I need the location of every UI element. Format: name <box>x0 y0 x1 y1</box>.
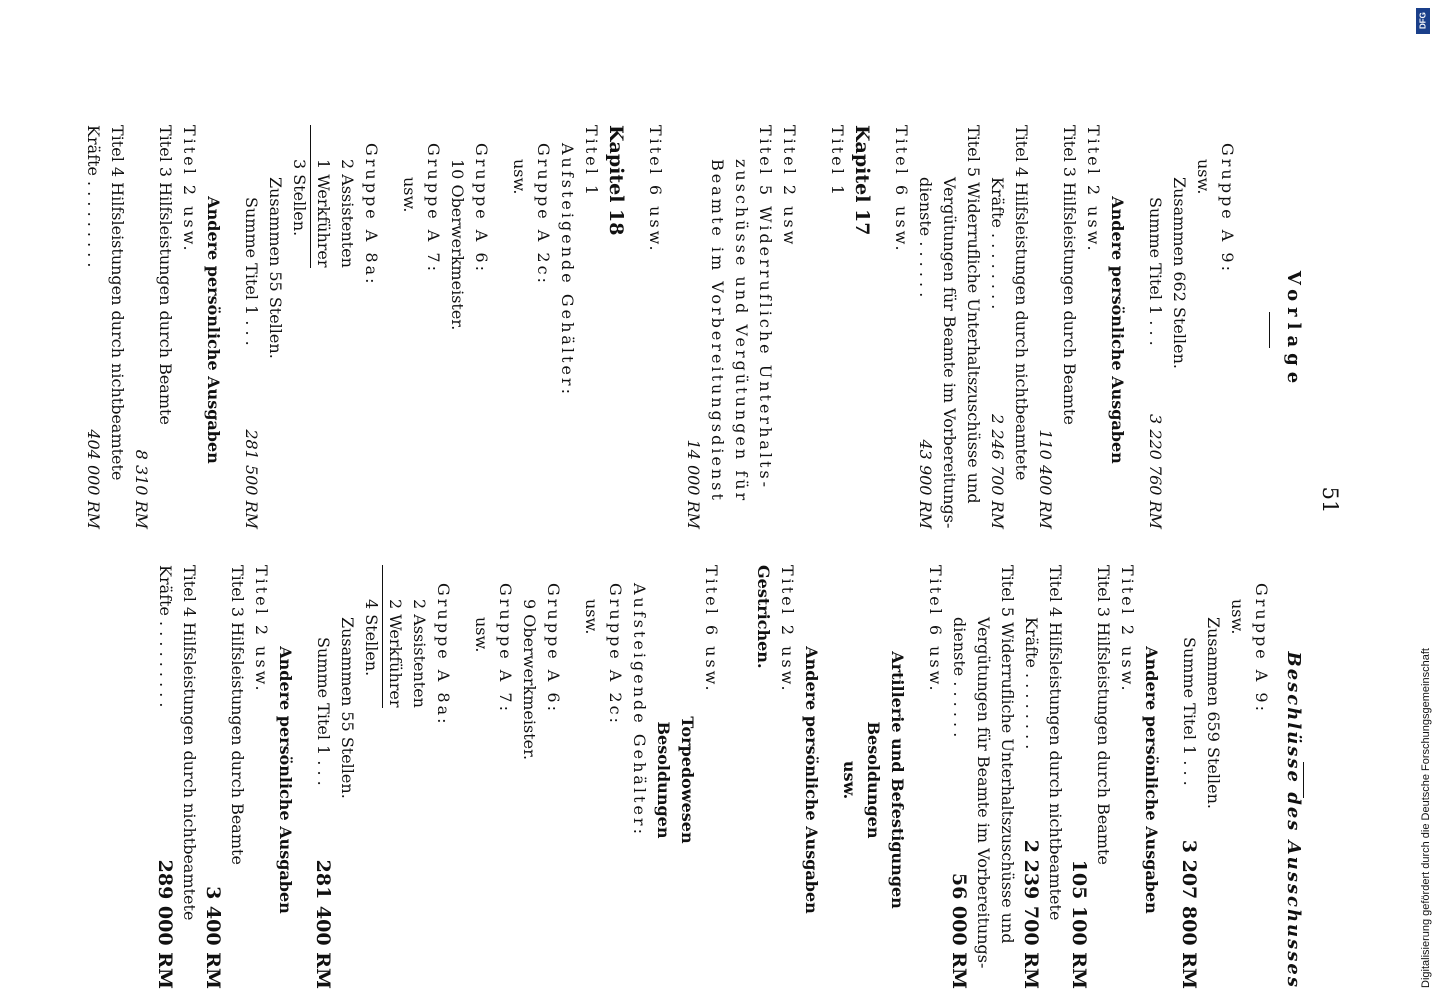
amount-value: 281 500 RM <box>242 429 261 529</box>
line-item <box>407 565 431 995</box>
line-text: Titel 2 usw. <box>1084 125 1103 254</box>
line-item <box>1177 565 1201 995</box>
line-text: Titel 3 Hilfsleistungen durch Beamte <box>1060 125 1079 425</box>
line-text: dienste . . . . . . <box>916 177 935 298</box>
line-text: Besoldungen <box>654 721 673 839</box>
line-item <box>359 125 383 535</box>
line-item <box>971 565 995 995</box>
line-text: Titel 1 <box>828 125 847 199</box>
line-item <box>507 125 531 535</box>
line-item <box>861 565 885 995</box>
line-text: Gruppe A 9: <box>1252 583 1271 714</box>
line-item <box>995 565 1019 995</box>
line-text: Andere persönliche Ausgaben <box>276 646 295 914</box>
line-text: usw. <box>400 177 419 213</box>
line-item <box>579 565 603 995</box>
line-text: usw. <box>1194 159 1213 195</box>
line-text: Vergütungen für Beamte im Vorbereitungs- <box>940 177 959 529</box>
line-item <box>801 125 825 535</box>
dfg-logo: DFG <box>1416 8 1430 34</box>
line-item <box>1201 565 1225 995</box>
line-text: 3 Stellen. <box>290 159 309 237</box>
amount-value: 289 000 RM <box>154 859 176 989</box>
line-text: Summe Titel 1 . . . <box>1146 197 1165 346</box>
line-item <box>105 125 129 535</box>
line-item <box>627 565 651 995</box>
line-item <box>129 125 153 535</box>
line-text: usw. <box>582 599 601 635</box>
line-text: Titel 4 Hilfsleistungen durch nichtbeamtete <box>108 125 127 481</box>
dfg-credit-text: Digitalisierung gefördert durch die Deutsche Forschungsgemeinschaft <box>1420 648 1432 988</box>
line-item <box>225 565 249 995</box>
line-text: usw. <box>510 159 529 195</box>
line-text: Andere persönliche Ausgaben <box>204 196 223 464</box>
line-item <box>681 125 705 535</box>
line-item <box>273 565 297 995</box>
line-item <box>359 565 383 995</box>
amount-value: 105 100 RM <box>1068 859 1090 989</box>
line-item <box>913 125 937 535</box>
spacer <box>629 125 643 535</box>
line-text: Andere persönliche Ausgaben <box>1142 646 1161 914</box>
line-item <box>923 565 947 995</box>
line-item <box>445 125 469 535</box>
line-item <box>1091 565 1115 995</box>
line-item <box>1215 125 1239 535</box>
line-text: Titel 4 Hilfsleistungen durch nichtbeamtete <box>1012 125 1031 481</box>
line-item <box>335 125 359 535</box>
line-text: Beamte im Vorbereitungsdienst <box>708 159 727 503</box>
line-text: 10 Oberwerkmeister. <box>448 159 467 331</box>
amount-value: 3 207 800 RM <box>1178 839 1200 989</box>
line-text: Zusammen 662 Stellen. <box>1170 177 1189 369</box>
line-item <box>493 565 517 995</box>
line-text: Gruppe A 7: <box>496 583 515 714</box>
amount-value: 404 000 RM <box>84 429 103 529</box>
line-text: Kapitel 17 <box>851 125 873 236</box>
line-text: Titel 6 usw. <box>892 125 911 254</box>
line-text: Titel 5 Widerrufliche Unterhaltszuschüsse und <box>998 565 1017 944</box>
line-text: Titel 5 Widerrufliche Unterhaltszuschüsse und <box>964 125 983 504</box>
line-text: Summe Titel 1 . . . <box>242 197 261 346</box>
line-item <box>753 125 777 535</box>
line-text: Summe Titel 1 . . . <box>314 637 333 786</box>
vorlage-rows <box>81 125 1239 535</box>
spacer <box>723 565 737 995</box>
line-text: Gruppe A 6: <box>472 143 491 274</box>
line-text: 9 Oberwerkmeister. <box>520 599 539 761</box>
line-item <box>1191 125 1215 535</box>
line-text: 2 Assistenten <box>338 159 357 268</box>
line-text: Andere persönliche Ausgaben <box>1108 196 1127 464</box>
spacer <box>1129 125 1143 535</box>
line-text: Andere persönliche Ausgaben <box>802 646 821 914</box>
line-item <box>775 565 799 995</box>
line-item <box>837 565 861 995</box>
line-text: Titel 6 usw. <box>926 565 945 694</box>
amount-value: 43 900 RM <box>916 439 935 529</box>
line-text: Titel 5 Widerrufliche Unterhalts- <box>756 125 775 491</box>
line-item <box>1225 565 1249 995</box>
column-header-vorlage: Vorlage <box>1283 270 1304 390</box>
line-item <box>239 125 263 535</box>
line-text: Kapitel 18 <box>605 125 627 236</box>
line-item <box>1057 125 1081 535</box>
spacer <box>909 565 923 995</box>
line-item <box>985 125 1009 535</box>
line-text: usw. <box>472 617 491 653</box>
spacer <box>493 125 507 535</box>
line-text: Zusammen 55 Stellen. <box>266 177 285 359</box>
line-text: Titel 2 usw. <box>180 125 199 254</box>
line-item <box>579 125 603 535</box>
line-text: Gestrichen. <box>754 565 773 669</box>
line-item <box>1043 565 1067 995</box>
line-item <box>383 565 407 995</box>
line-item <box>1115 565 1139 995</box>
line-item <box>469 565 493 995</box>
line-item <box>541 565 565 995</box>
amount-value: 3 220 760 RM <box>1146 414 1165 529</box>
line-item <box>751 565 775 995</box>
line-text: Titel 6 usw. <box>646 125 665 254</box>
line-item <box>431 565 455 995</box>
line-item <box>421 125 445 535</box>
line-item <box>777 125 801 535</box>
line-item <box>335 565 359 995</box>
line-text: 1 Werkführer <box>310 125 335 268</box>
line-text: Kräfte . . . . . . . . <box>988 177 1007 310</box>
line-item <box>81 125 105 535</box>
spacer <box>875 125 889 535</box>
line-item <box>177 565 201 995</box>
line-item <box>1167 125 1191 535</box>
line-text: Kräfte . . . . . . . . . <box>156 565 175 708</box>
amount-value: 3 400 RM <box>202 886 224 989</box>
spacer <box>297 565 311 995</box>
amount-value: 8 310 RM <box>132 449 151 529</box>
line-item <box>705 125 729 535</box>
column-beschluesse <box>153 565 1304 995</box>
line-item <box>643 125 667 535</box>
spacer <box>823 565 837 995</box>
line-item <box>397 125 421 535</box>
spacer <box>383 125 397 535</box>
line-item <box>153 565 177 995</box>
beschluesse-rows <box>153 565 1273 995</box>
line-item <box>201 125 225 535</box>
line-item <box>1249 565 1273 995</box>
line-item <box>825 125 849 535</box>
column-header-beschluesse: Beschlüsse des Ausschusses <box>1283 651 1304 989</box>
line-item <box>311 565 335 995</box>
line-text: Gruppe A 7: <box>424 143 443 274</box>
line-text: dienste . . . . . . <box>950 617 969 738</box>
line-text: Titel 3 Hilfsleistungen durch Beamte <box>156 125 175 425</box>
line-item <box>1139 565 1163 995</box>
line-text: Gruppe A 2c: <box>606 583 625 726</box>
amount-value: 2 239 700 RM <box>1020 839 1042 989</box>
line-text: Zusammen 55 Stellen. <box>338 617 357 799</box>
line-item <box>287 125 311 535</box>
line-item <box>531 125 555 535</box>
line-text: 4 Stellen. <box>362 599 381 677</box>
line-item <box>947 565 971 995</box>
spacer <box>737 565 751 995</box>
spacer <box>667 125 681 535</box>
line-item <box>1033 125 1057 535</box>
line-item <box>699 565 723 995</box>
line-text: Titel 1 <box>582 125 601 199</box>
line-text: usw. <box>840 760 859 800</box>
line-item <box>885 565 909 995</box>
line-item <box>249 565 273 995</box>
line-item <box>603 125 629 535</box>
line-item <box>1143 125 1167 535</box>
line-text: Titel 4 Hilfsleistungen durch nichtbeamtete <box>180 565 199 921</box>
line-text: Titel 3 Hilfsleistungen durch Beamte <box>228 565 247 865</box>
line-item <box>961 125 985 535</box>
line-text: Titel 6 usw. <box>702 565 721 694</box>
line-text: zuschüsse und Vergütungen für <box>732 159 751 504</box>
line-text: Aufsteigende Gehälter: <box>558 143 577 397</box>
line-item <box>729 125 753 535</box>
line-item <box>201 565 225 995</box>
line-item <box>1067 565 1091 995</box>
line-text: 2 Assistenten <box>410 599 429 708</box>
line-text: Zusammen 659 Stellen. <box>1204 617 1223 809</box>
line-text: Torpedowesen <box>678 716 697 844</box>
page-number: 51 <box>1318 486 1342 514</box>
line-text: usw. <box>1228 599 1247 635</box>
line-item <box>675 565 699 995</box>
line-item <box>469 125 493 535</box>
line-item <box>177 125 201 535</box>
spacer <box>455 565 469 995</box>
line-item <box>849 125 875 535</box>
line-text: Gruppe A 6: <box>544 583 563 714</box>
line-item <box>263 125 287 535</box>
line-item <box>517 565 541 995</box>
amount-value: 2 246 700 RM <box>988 414 1007 529</box>
line-text: Aufsteigende Gehälter: <box>630 583 649 837</box>
line-text: Titel 2 usw. <box>1118 565 1137 694</box>
line-text: Titel 3 Hilfsleistungen durch Beamte <box>1094 565 1113 865</box>
line-item <box>937 125 961 535</box>
line-text: Gruppe A 8a: <box>434 583 453 727</box>
line-item <box>889 125 913 535</box>
line-text: Kräfte . . . . . . . . <box>1022 617 1041 750</box>
line-text: Kräfte . . . . . . . . . <box>84 125 103 268</box>
line-item <box>311 125 335 535</box>
spacer <box>225 125 239 535</box>
line-item <box>1105 125 1129 535</box>
line-text: Gruppe A 9: <box>1218 143 1237 274</box>
line-item <box>555 125 579 535</box>
line-text: Summe Titel 1 . . . <box>1180 637 1199 786</box>
amount-value: 14 000 RM <box>684 439 703 529</box>
line-item <box>1081 125 1105 535</box>
line-text: Artillerie und Befestigungen <box>888 651 907 909</box>
line-text: Titel 2 usw. <box>252 565 271 694</box>
spacer <box>1163 565 1177 995</box>
header-rule <box>1269 312 1270 348</box>
line-item <box>651 565 675 995</box>
amount-value: 56 000 RM <box>948 872 970 989</box>
line-text: Titel 4 Hilfsleistungen durch nichtbeamtete <box>1046 565 1065 921</box>
line-text: Gruppe A 2c: <box>534 143 553 286</box>
line-item <box>799 565 823 995</box>
spacer <box>565 565 579 995</box>
line-item <box>603 565 627 995</box>
line-item <box>153 125 177 535</box>
line-text: Titel 2 usw <box>780 125 799 248</box>
line-text: Besoldungen <box>864 721 883 839</box>
line-text: Gruppe A 8a: <box>362 143 381 287</box>
dfg-credit-strip <box>1414 8 1432 988</box>
line-text: Vergütungen für Beamte im Vorbereitungs- <box>974 617 993 969</box>
line-text: 2 Werkführer <box>382 565 407 708</box>
line-item <box>1019 565 1043 995</box>
amount-value: 110 400 RM <box>1036 429 1055 529</box>
column-vorlage <box>81 125 1304 535</box>
amount-value: 281 400 RM <box>312 859 334 989</box>
line-text: Titel 2 usw. <box>778 565 797 694</box>
line-item <box>1009 125 1033 535</box>
